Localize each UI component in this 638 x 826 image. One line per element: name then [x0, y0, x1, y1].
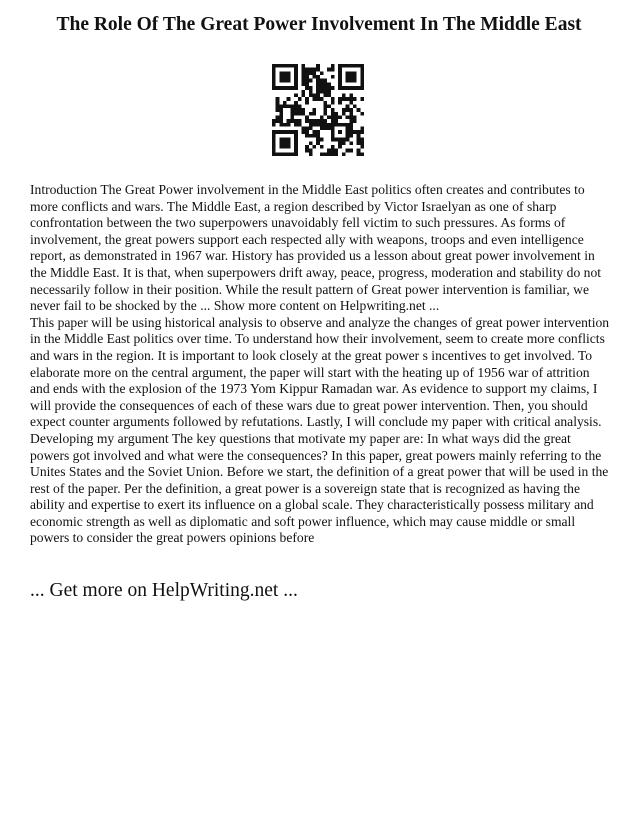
paragraph-analysis: This paper will be using historical analysis to observe and analyze the changes of great power intervention in the Middle East politics over time. To understand how their involvement, seem to create more conflicts and wars in the region. It is important to look closely at the great power s incentives to get involved. To elaborate more on the central argument, the paper will start with the heating up of 1956 war of attrition and ends with the explosion of the 1973 Yom Kippur Ramadan war. As evidence to support my claims, I will provide the consequences of each of these wars due to great power intervention. Then, you should expect counter arguments followed by refutations. Lastly, I will conclude my paper with critical analysis. Developing my argument The key questions that motivate my paper are: In what ways did the great powers got involved and what were the consequences? In this paper, great powers mainly referring to the Unites States and the Soviet Union. Before we start, the definition of a great power that will be used in the rest of the paper. Per the definition, a great power is a sovereign state that is recognized as having the ability and expertise to exert its influence on a global scale. They characteristically possess military and economic strength as well as diplomatic and soft power influence, which may cause middle or small powers to consider the great powers opinions before: [30, 314, 610, 546]
document-title: The Role Of The Great Power Involvement In The Middle East: [56, 14, 582, 35]
qr-code-icon: [272, 64, 364, 156]
get-more-link[interactable]: ... Get more on HelpWriting.net ...: [30, 580, 298, 601]
paragraph-introduction: Introduction The Great Power involvement in the Middle East politics often creates and contributes to more conflicts and wars. The Middle East, a region described by Victor Israelyan as one of sharp confrontation between the two superpowers unavoidably fell victim to such pressures. As forms of involvement, the great powers support each respected ally with weapons, troops and even intelligence report, as demonstrated in 1967 war. History has provided us a lesson about great power involvement in the Middle East. It is that, when superpowers drift away, peace, progress, moderation and stability do not necessarily follow in their position. While the result pattern of Great power intervention is familiar, we never fail to be shocked by the ... Show more content on Helpwriting.net ...: [30, 182, 602, 314]
document-body: [30, 182, 610, 547]
